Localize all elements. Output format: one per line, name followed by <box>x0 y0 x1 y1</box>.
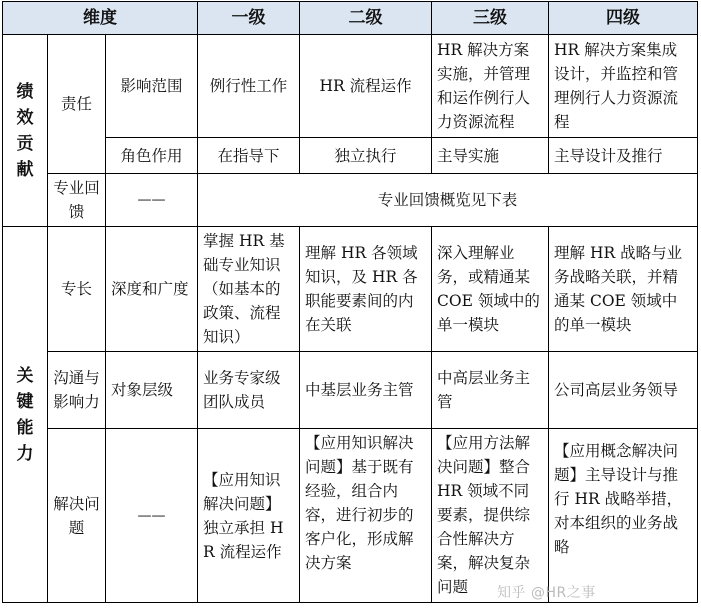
hr-level-table <box>2 1 698 603</box>
header-row <box>3 2 698 35</box>
table-row <box>3 138 698 174</box>
role-l1: 在指导下 <box>198 138 300 174</box>
watermark: 知乎 @HR之事 <box>497 585 596 601</box>
table-row <box>3 174 698 227</box>
header-level3: 三级 <box>432 2 549 35</box>
header-level4: 四级 <box>549 2 698 35</box>
group-ability-label: 关 键 能 力 <box>3 227 48 603</box>
problem-l3: 【应用方法解决问题】整合 HR 领域不同要素，提供综合性解决方案，解决复杂问题 <box>432 429 549 603</box>
header-level2: 二级 <box>300 2 432 35</box>
feedback-label: 专业回馈 <box>48 174 106 227</box>
expertise-l3: 深入理解业务，或精通某 COE 领域中的单一模块 <box>432 227 549 352</box>
problem-label: 解决问题 <box>48 429 106 603</box>
expertise-l4: 理解 HR 战略与业务战略关联，并精通某 COE 领域中的单一模块 <box>549 227 698 352</box>
communication-l2: 中基层业务主管 <box>300 352 432 429</box>
expertise-sub: 深度和广度 <box>106 227 198 352</box>
problem-sub: —— <box>106 429 198 603</box>
expertise-l1: 掌握 HR 基础专业知识（如基本的政策、流程知识） <box>198 227 300 352</box>
communication-l3: 中高层业务主管 <box>432 352 549 429</box>
feedback-value: 专业回馈概览见下表 <box>198 174 698 227</box>
expertise-l2: 理解 HR 各领域知识，及 HR 各职能要素间的内在关联 <box>300 227 432 352</box>
role-l2: 独立执行 <box>300 138 432 174</box>
role-l3: 主导实施 <box>432 138 549 174</box>
scope-l2: HR 流程运作 <box>300 35 432 138</box>
communication-label: 沟通与影响力 <box>48 352 106 429</box>
group-perf-label: 绩 效 贡 献 <box>3 35 48 227</box>
header-dimension: 维度 <box>3 2 198 35</box>
problem-l2: 【应用知识解决问题】基于既有经验，组合内容，进行初步的客户化，形成解决方案 <box>300 429 432 603</box>
table-row <box>3 429 698 603</box>
scope-l1: 例行性工作 <box>198 35 300 138</box>
problem-l1: 【应用知识解决问题】独立承担 HR 流程运作 <box>198 429 300 603</box>
scope-label: 影响范围 <box>106 35 198 138</box>
communication-sub: 对象层级 <box>106 352 198 429</box>
communication-l1: 业务专家级团队成员 <box>198 352 300 429</box>
scope-l3: HR 解决方案实施，并管理和运作例行人力资源流程 <box>432 35 549 138</box>
header-level1: 一级 <box>198 2 300 35</box>
feedback-sub: —— <box>106 174 198 227</box>
table-row <box>3 35 698 138</box>
responsibility-label: 责任 <box>48 35 106 174</box>
problem-l4: 【应用概念解决问题】主导设计与推行 HR 战略举措，对本组织的业务战略 <box>549 429 698 603</box>
expertise-label: 专长 <box>48 227 106 352</box>
role-l4: 主导设计及推行 <box>549 138 698 174</box>
table-row <box>3 352 698 429</box>
role-label: 角色作用 <box>106 138 198 174</box>
table-row <box>3 227 698 352</box>
scope-l4: HR 解决方案集成设计，并监控和管理例行人力资源流程 <box>549 35 698 138</box>
communication-l4: 公司高层业务领导 <box>549 352 698 429</box>
